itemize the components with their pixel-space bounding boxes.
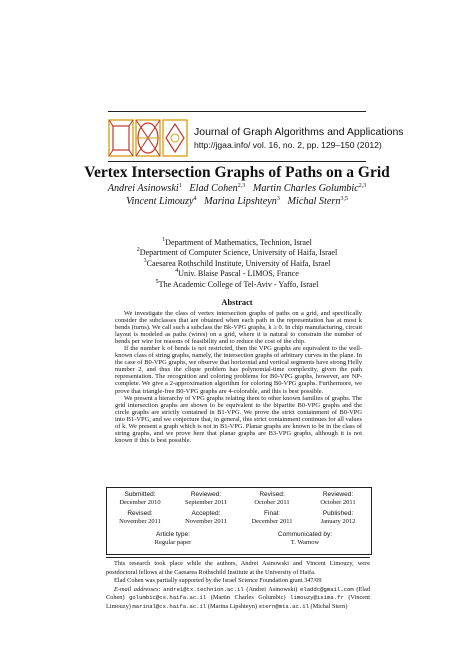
date-revised [239,491,305,507]
affiliation-sup: 2 [136,247,140,254]
date-label: Published: [322,510,354,517]
date-label: Communicated by: [277,531,333,538]
date-value: T. Warnow [290,539,320,546]
affiliation-text: Univ. Blaise Pascal - LIMOS, France [178,269,299,279]
date-label: Final: [264,510,280,517]
authors-line-1 [0,183,474,194]
author-sup: 3 [276,196,280,202]
date-value: Regular paper [154,539,192,546]
date-label: Reviewed: [190,491,222,498]
date-value: January 2012 [320,518,356,525]
abstract-paragraph: We investigate the class of vertex intersection graphs of paths on a grid, and specifically consider the subclasses that are obtained when each path in the representation has at most k bends (turns). We call such a subclass the Bk-VPG graphs, k ≥ 0. In chip manufacturing, circuit layout is modeled as paths (wires) on a grid, where it is natural to constrain the number of bends per wire for reasons of feasibility and to reduce the cost of the chip. [115,310,362,346]
author-sup: 2,3 [358,183,367,189]
date-label: Revised: [259,491,285,498]
author-name: Martin Charles Golumbic [252,183,359,194]
affiliation [0,238,474,248]
communicated-by [272,531,338,547]
abstract-paragraph: If the number k of bends is not restricted, then the VPG graphs are equivalent to the well-known class of string graphs, namely, the intersection graphs of arbitrary curves in the plane. In the case of B0-VPG graphs, we observe that horizontal and vertical segments have strong Helly number 2, and thus the clique problem has polynomial-time complexity, given the path representation. The recognition and coloring problems for B0-VPG graphs, however, are NP-complete. We give a 2-approximation algorithm for coloring B0-VPG graphs. Furthermore, we prove that triangle-free B0-VPG graphs are 4-colorable, and this is best possible. [115,345,362,395]
email-link[interactable]: eladdc@gmail.com [299,585,354,593]
footnote-emails [106,586,370,612]
date-label: Revised: [127,510,153,517]
footnotes [106,560,370,611]
date-final [239,510,305,526]
affiliation-text: Department of Computer Science, University of Haifa, Israel [139,248,338,258]
date-label: Submitted: [124,491,156,498]
date-value: November 2011 [185,518,227,525]
date-value: December 2011 [251,518,293,525]
header-rule-bottom [108,161,366,162]
date-revised-2 [107,510,173,526]
date-label: Accepted: [191,510,221,517]
journal-header [108,115,404,161]
date-value: October 2011 [320,499,356,506]
author-name: Elad Cohen [189,183,238,194]
header-rule-top [108,111,366,112]
date-label: Reviewed: [322,491,354,498]
journal-citation: http://jgaa.info/ vol. 16, no. 2, pp. 129–150 (2012) [194,139,382,150]
author-name: Vincent Limouzy [126,196,194,207]
author-name: Michal Stern [287,196,341,207]
footnote-research: This research took place while the authors, Andrei Asinowski and Vincent Limouzy, were postdoctoral fellows at the Caesarea Rothschild Institute at the University of Haifa. [106,560,370,576]
affiliation [0,280,474,290]
email-owner: (Elad Cohen) [106,585,370,601]
affiliation-sup: 4 [175,268,179,275]
affiliations [0,238,474,290]
footnote-rule [106,557,370,558]
affiliation-text: Department of Mathematics, Technion, Israel [165,238,312,247]
dates-box [106,487,372,555]
date-accepted [173,510,239,526]
authors-line-2 [0,196,474,207]
date-label: Article type: [156,531,190,538]
affiliation-sup: 1 [162,237,166,243]
author-name: Andrei Asinowski [107,183,179,194]
email-label: E-mail addresses: [114,585,161,593]
author-sup: 3,5 [340,196,348,202]
author-sup: 2,3 [237,183,246,189]
article-type [140,531,206,547]
email-owner: (Michal Stern) [310,602,348,610]
abstract-heading: Abstract [221,298,253,307]
affiliation-text: Caesarea Rothschild Institute, University of Haifa, Israel [146,258,331,268]
journal-title: Journal of Graph Algorithms and Applications [194,125,404,138]
email-owner: (Martin Charles Golumbic) [210,594,286,601]
email-owner: (Andrei Asinowski) [246,585,298,593]
email-owner: (Vincent Limouzy) [106,594,370,610]
affiliation-sup: 5 [155,278,159,285]
email-owner: (Marina Lipshteyn) [207,602,257,610]
affiliation-text: The Academic College of Tel-Aviv - Yaffo, Israel [158,279,319,289]
date-value: November 2011 [119,518,161,525]
author-sup: 4 [193,196,197,202]
affiliation [0,269,474,279]
date-value: October 2011 [254,499,290,506]
email-link[interactable]: marinal@cs.haifa.ac.il [132,602,207,610]
date-published [305,510,371,526]
date-value: December 2010 [119,499,161,506]
date-value: September 2011 [184,499,228,506]
affiliation [0,248,474,258]
journal-logo-icon [108,115,188,161]
author-name: Marina Lipshteyn [204,196,277,207]
email-link[interactable]: stern@mta.ac.il [258,602,309,610]
abstract-body [115,310,362,444]
email-link[interactable]: limouzy@isima.fr [290,594,344,601]
date-submitted [107,491,173,507]
date-reviewed [173,491,239,507]
footnote-support: Elad Cohen was partially supported by the Israel Science Foundation grant 347/09 [114,577,322,584]
affiliation [0,259,474,269]
paper-title: Vertex Intersection Graphs of Paths on a Grid [84,164,390,181]
email-link[interactable]: golumbic@cs.haifa.ac.il [129,594,207,601]
email-link[interactable]: andrei@tx.technion.ac.il [163,585,244,593]
affiliation-sup: 3 [143,257,147,264]
author-sup: 1 [178,183,182,189]
date-reviewed-2 [305,491,371,507]
abstract-paragraph: We present a hierarchy of VPG graphs relating them to other known families of graphs. The grid intersection graphs are shown to be equivalent to the bipartite B0-VPG graphs and the circle graphs are strictly contained in B1-VPG. We prove the strict containment of B0-VPG into B1-VPG, and we conjecture that, in general, this strict containment continues for all values of k. We present a graph which is not in B1-VPG. Planar graphs are known to be in the class of string graphs, and we prove here that planar graphs are B3-VPG graphs, although it is not known if this is best possible. [115,394,362,444]
